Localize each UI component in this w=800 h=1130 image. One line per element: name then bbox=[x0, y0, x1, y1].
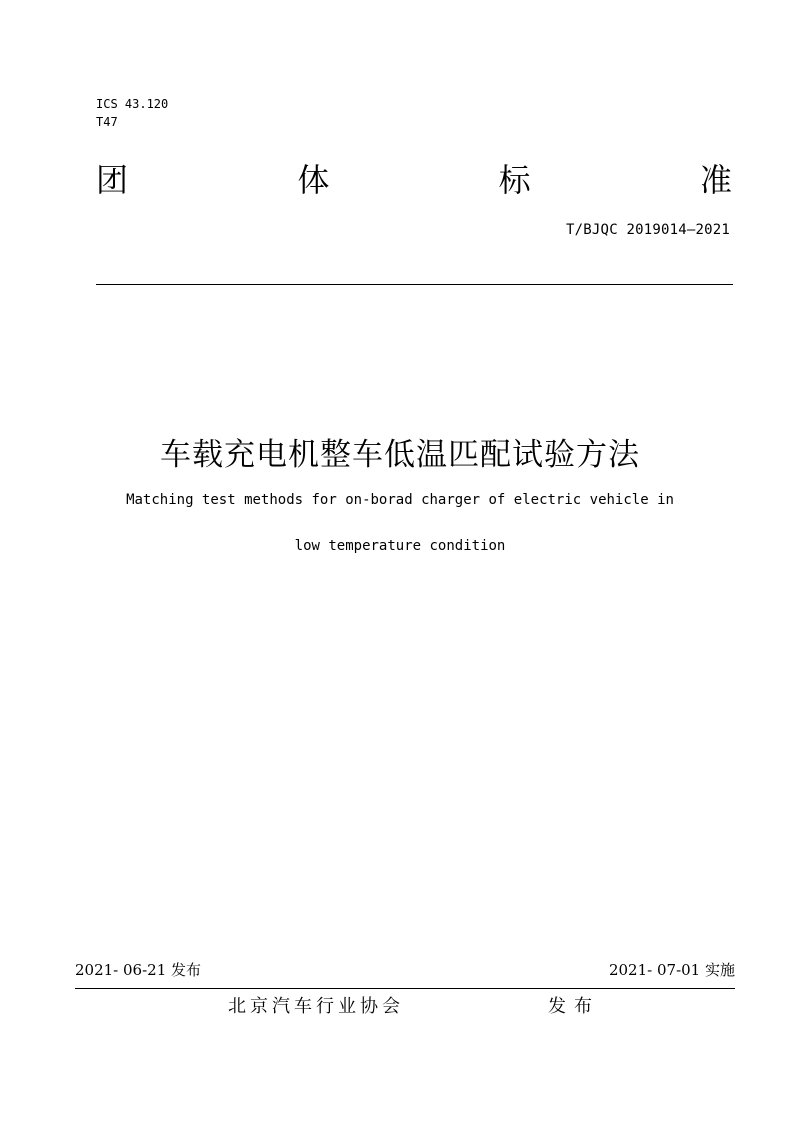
classification-codes bbox=[96, 95, 168, 131]
document-title-chinese: 车载充电机整车低温匹配试验方法 bbox=[160, 437, 640, 473]
standard-type-heading bbox=[96, 160, 732, 200]
date-row bbox=[75, 959, 735, 981]
top-divider bbox=[96, 284, 733, 285]
document-title-english-line1: Matching test methods for on-borad charger of electric vehicle in bbox=[126, 492, 674, 508]
publisher-name: 北京汽车行业协会 bbox=[228, 996, 404, 1017]
publish-label: 发布 bbox=[548, 996, 600, 1017]
implementation-date: 2021- 07-01 实施 bbox=[608, 961, 735, 979]
release-date: 2021- 06-21 发布 bbox=[75, 961, 202, 979]
standard-type-char: 准 bbox=[699, 161, 732, 199]
ics-code: ICS 43.120 bbox=[96, 97, 169, 111]
standard-number: T/BJQC 2019014—2021 bbox=[566, 222, 730, 238]
bottom-divider bbox=[75, 988, 735, 989]
ccs-code: T47 bbox=[96, 115, 118, 129]
standard-type-char: 标 bbox=[498, 161, 531, 199]
document-title-english-line2: low temperature condition bbox=[294, 538, 506, 554]
standard-type-char: 团 bbox=[96, 161, 129, 199]
standard-type-char: 体 bbox=[297, 161, 330, 199]
